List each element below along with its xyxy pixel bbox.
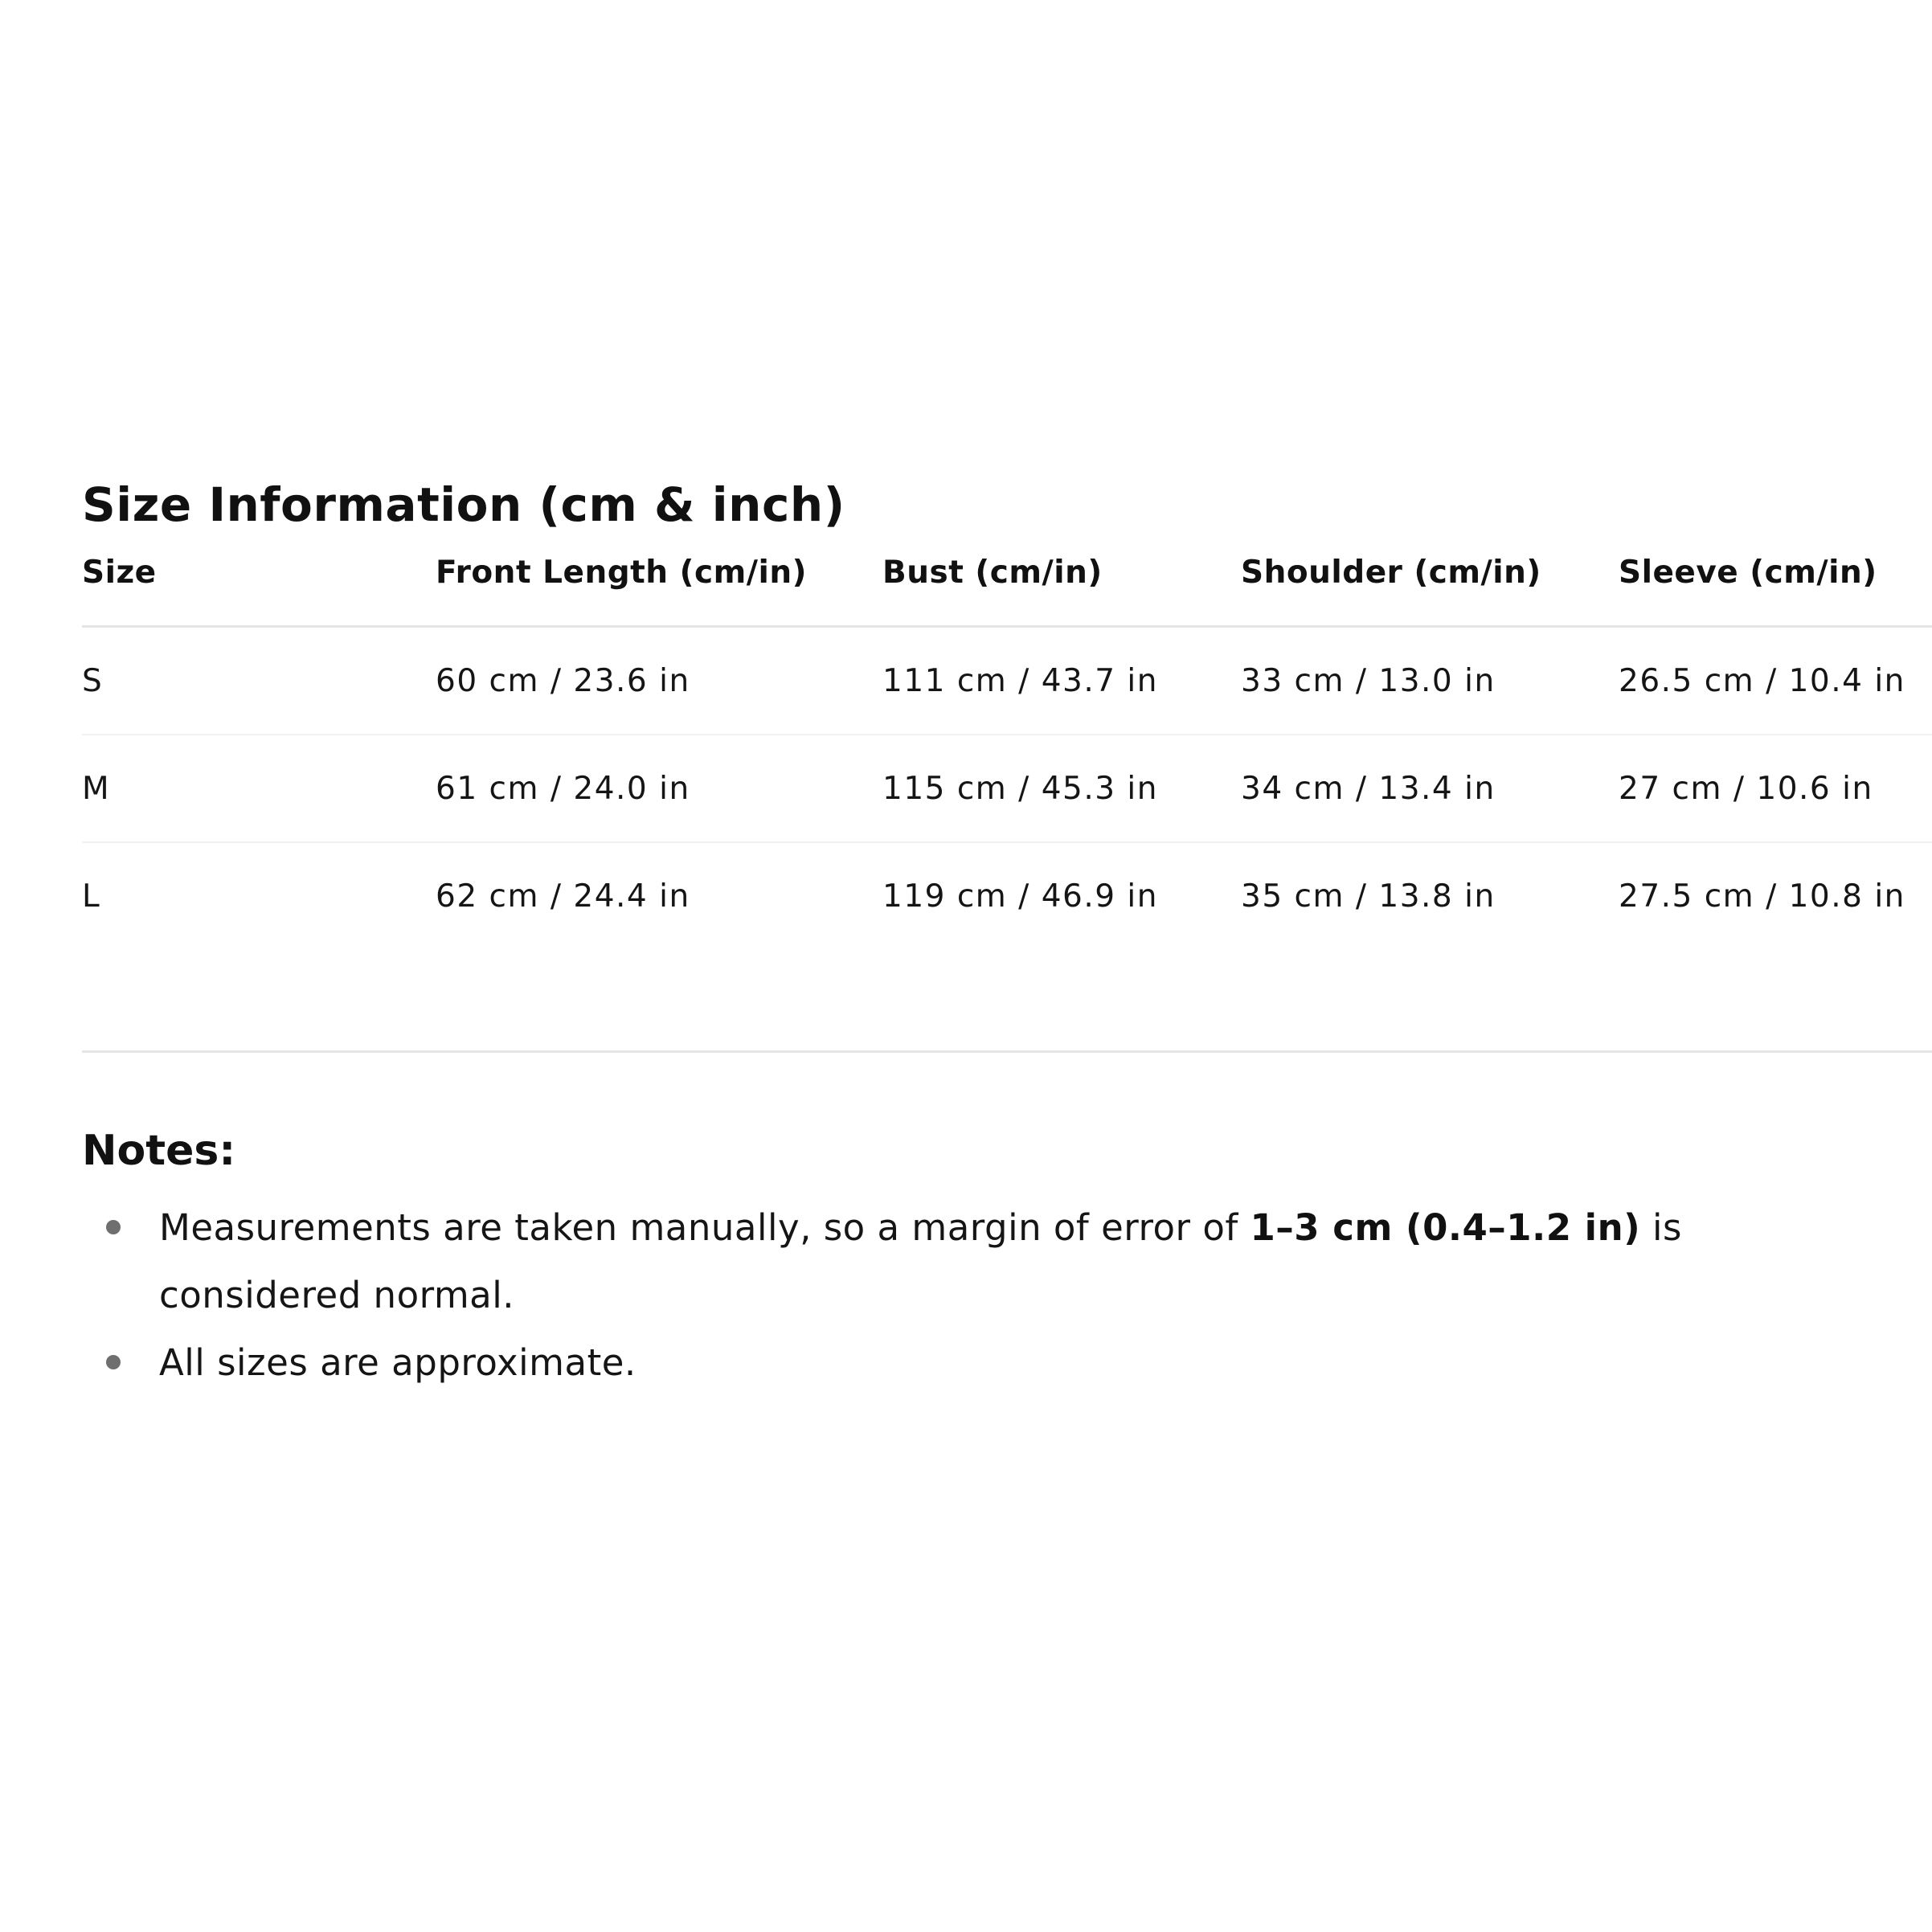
cell-sleeve: 27 cm / 10.6 in [1619, 735, 1932, 842]
table-header-row [82, 555, 1932, 627]
table-row [82, 735, 1932, 842]
size-table [82, 555, 1932, 949]
cell-bust: 115 cm / 45.3 in [882, 735, 1241, 842]
cell-size: M [82, 735, 436, 842]
notes-title: Notes: [82, 1127, 236, 1175]
notes-list [82, 1194, 1834, 1397]
bullet-icon [106, 1220, 121, 1234]
header-front-length: Front Length (cm/in) [436, 555, 882, 627]
note-text: Measurements are taken manually, so a margin of error of [159, 1206, 1250, 1249]
cell-bust: 111 cm / 43.7 in [882, 627, 1241, 735]
cell-shoulder: 35 cm / 13.8 in [1241, 878, 1496, 915]
section-divider [82, 1050, 1932, 1053]
cell-size: L [82, 878, 101, 915]
header-bust: Bust (cm/in) [882, 555, 1241, 627]
cell-shoulder: 33 cm / 13.0 in [1241, 627, 1619, 735]
page-title: Size Information (cm & inch) [82, 477, 845, 532]
note-text-end: is considered normal. [159, 1206, 1682, 1316]
size-info-section [82, 473, 1932, 1397]
bullet-icon [106, 1355, 121, 1369]
table-row [82, 627, 1932, 735]
note-text: All sizes are approximate. [159, 1341, 636, 1384]
header-shoulder: Shoulder (cm/in) [1241, 555, 1619, 627]
cell-sleeve: 27.5 cm / 10.8 in [1619, 878, 1905, 915]
cell-bust: 119 cm / 46.9 in [882, 878, 1158, 915]
note-emphasis: 1–3 cm (0.4–1.2 in) [1250, 1206, 1641, 1249]
list-item [82, 1329, 1834, 1397]
cell-sleeve: 26.5 cm / 10.4 in [1619, 627, 1932, 735]
cell-front-length: 61 cm / 24.0 in [436, 735, 882, 842]
header-size: Size [82, 555, 436, 627]
cell-front-length: 60 cm / 23.6 in [436, 627, 882, 735]
cell-size: S [82, 627, 436, 735]
header-sleeve: Sleeve (cm/in) [1619, 555, 1932, 627]
cell-shoulder: 34 cm / 13.4 in [1241, 735, 1619, 842]
list-item [82, 1194, 1834, 1329]
table-row [82, 842, 1932, 949]
cell-front-length: 62 cm / 24.4 in [436, 878, 690, 915]
